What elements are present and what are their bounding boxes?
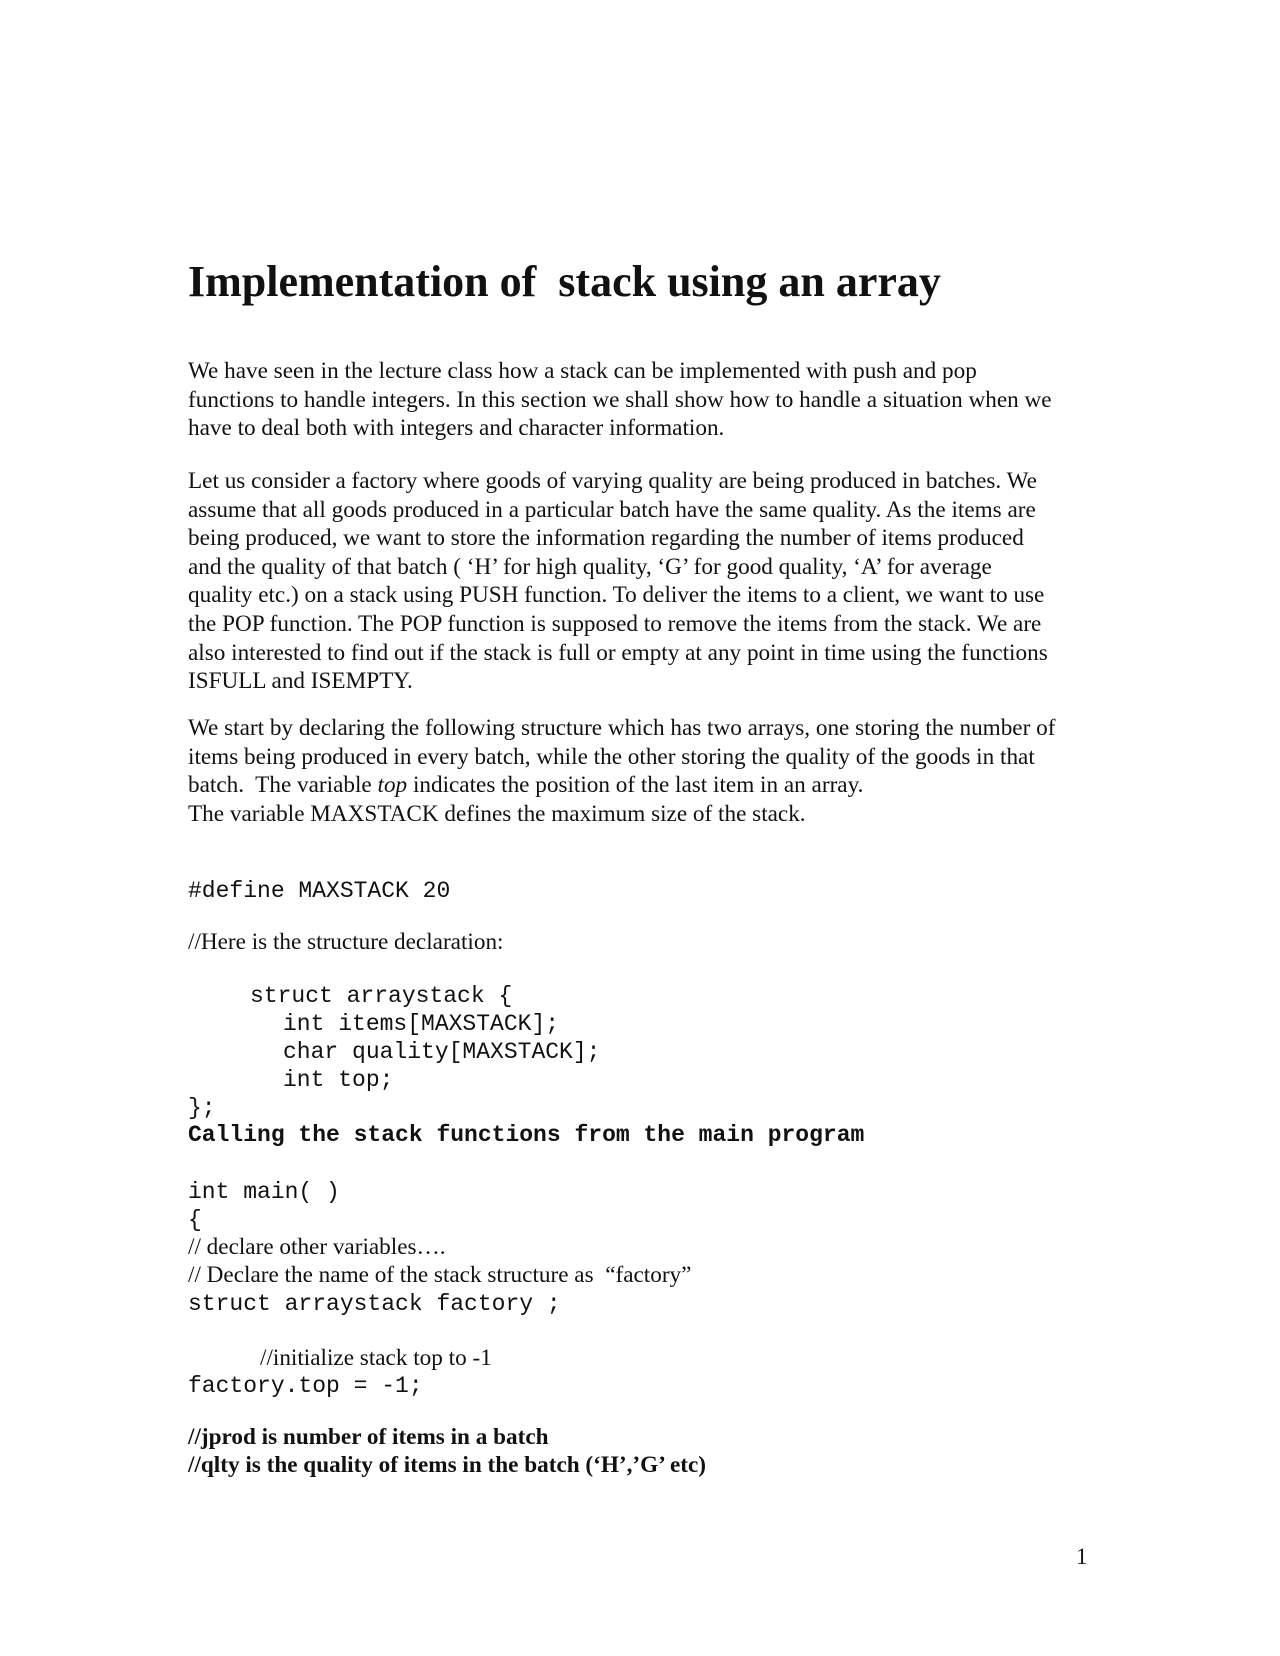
text-line: and the quality of that batch ( ‘H’ for high quality, ‘G’ for good quality, ‘A’ for average xyxy=(188,553,992,580)
code-struct-close: }; xyxy=(188,1095,216,1121)
code-field-top: int top; xyxy=(283,1067,394,1093)
code-field-quality: char quality[MAXSTACK]; xyxy=(283,1039,601,1065)
text-line: We have seen in the lecture class how a stack can be implemented with push and pop xyxy=(188,358,977,384)
structure-paragraph xyxy=(188,714,1148,828)
text-line: Let us consider a factory where goods of varying quality are being produced in batches. We xyxy=(188,468,1037,494)
variable-top-italic: top xyxy=(377,772,408,799)
code-main-signature: int main( ) xyxy=(188,1179,340,1205)
comment-qlty: //qlty is the quality of items in the batch (‘H’,’G’ etc) xyxy=(188,1452,707,1478)
page-number: 1 xyxy=(1076,1544,1088,1569)
code-declare-factory: struct arraystack factory ; xyxy=(188,1291,561,1317)
text-line xyxy=(188,771,1148,800)
text-fragment: batch. The variable xyxy=(188,772,378,799)
text-line: The variable MAXSTACK defines the maximum size of the stack. xyxy=(188,800,806,827)
factory-paragraph xyxy=(188,467,1148,696)
code-struct-open: struct arraystack { xyxy=(250,983,513,1009)
code-field-items: int items[MAXSTACK]; xyxy=(283,1011,560,1037)
text-line: items being produced in every batch, while the other storing the quality of the goods in that xyxy=(188,743,1035,770)
text-line: have to deal both with integers and character information. xyxy=(188,415,725,442)
code-define: #define MAXSTACK 20 xyxy=(188,878,451,904)
page-title: Implementation of stack using an array xyxy=(188,257,941,306)
text-line: also interested to find out if the stack is full or empty at any point in time using the functions xyxy=(188,639,1048,666)
code-init-top: factory.top = -1; xyxy=(188,1373,423,1399)
section-heading-calling: Calling the stack functions from the main program xyxy=(188,1122,865,1148)
code-open-brace: { xyxy=(188,1207,202,1233)
text-line: the POP function. The POP function is supposed to remove the items from the stack. We are xyxy=(188,610,1042,637)
intro-paragraph xyxy=(188,357,1148,443)
text-line: assume that all goods produced in a particular batch have the same quality. As the items are xyxy=(188,496,1036,523)
text-line: being produced, we want to store the information regarding the number of items produced xyxy=(188,525,1024,552)
structure-comment: //Here is the structure declaration: xyxy=(188,929,504,955)
comment-declare-other: // declare other variables…. xyxy=(188,1234,446,1260)
text-line: functions to handle integers. In this section we shall show how to handle a situation when we xyxy=(188,386,1052,413)
comment-jprod: //jprod is number of items in a batch xyxy=(188,1424,549,1450)
text-line: ISFULL and ISEMPTY. xyxy=(188,668,413,695)
text-fragment: indicates the position of the last item in an array. xyxy=(407,772,864,799)
comment-initialize: //initialize stack top to -1 xyxy=(260,1345,492,1371)
text-line: We start by declaring the following structure which has two arrays, one storing the number of xyxy=(188,715,1056,741)
text-line: quality etc.) on a stack using PUSH function. To deliver the items to a client, we want to use xyxy=(188,582,1045,609)
comment-declare-name: // Declare the name of the stack structure as “factory” xyxy=(188,1262,692,1288)
